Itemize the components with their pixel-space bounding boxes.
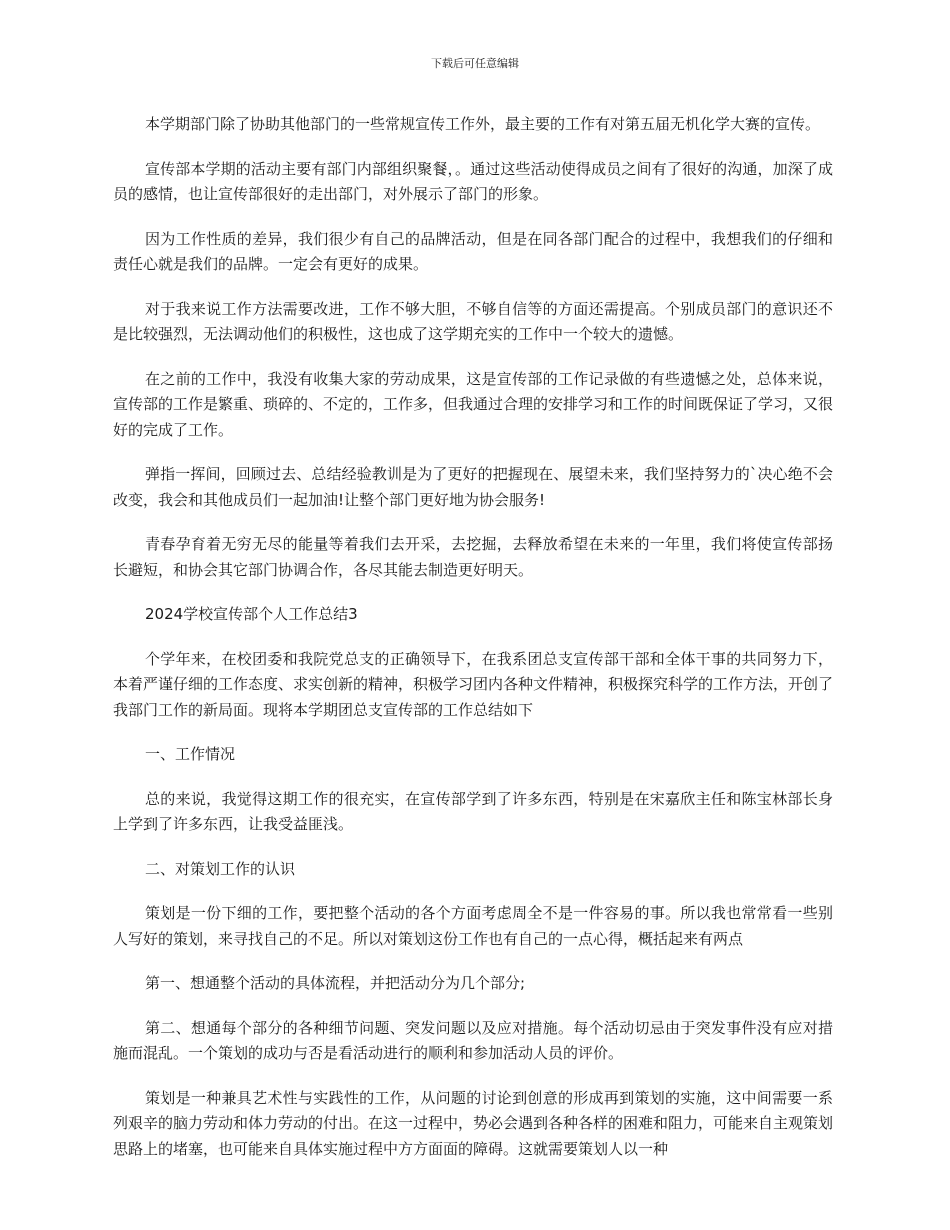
paragraph-8: 个学年来，在校团委和我院党总支的正确领导下，在我系团总支宣传部干部和全体干事的共同努力下，本着严谨仔细的工作态度、求实创新的精神，积极学习团内各种文件精神，积极探究科学的工作方法，开创了我部门工作的新局面。现将本学期团总支宣传部的工作总结如下 — [113, 649, 834, 719]
section-title: 2024学校宣传部个人工作总结3 — [145, 605, 358, 623]
subheading-planning: 二、对策划工作的认识 — [145, 859, 296, 878]
paragraph-10: 策划是一份下细的工作，要把整个活动的各个方面考虑周全不是一件容易的事。所以我也常常看一些别人写好的策划，来寻找自己的不足。所以对策划这份工作也有自己的一点心得，概括起来有两点 — [113, 904, 833, 948]
subheading-work-status: 一、工作情况 — [145, 745, 236, 763]
paragraph-3: 因为工作性质的差异，我们很少有自己的品牌活动，但是在同各部门配合的过程中，我想我们的仔细和责任心就是我们的品牌。一定会有更好的成果。 — [113, 229, 833, 273]
document-body — [113, 112, 833, 1181]
paragraph-13: 策划是一种兼具艺术性与实践性的工作，从问题的讨论到创意的形成再到策划的实施，这中间需要一系列艰辛的脑力劳动和体力劳动的付出。在这一过程中，势必会遇到各种各样的困难和阻力，可能来自主观策划思路上的堵塞，也可能来自具体实施过程中方方面面的障碍。这就需要策划人以一种 — [113, 1088, 834, 1158]
paragraph-4: 对于我来说工作方法需要改进，工作不够大胆，不够自信等的方面还需提高。个别成员部门的意识还不是比较强烈，无法调动他们的积极性，这也成了这学期充实的工作中一个较大的遗憾。 — [113, 299, 833, 343]
paragraph-6: 弹指一挥间，回顾过去、总结经验教训是为了更好的把握现在、展望未来，我们坚持努力的`决心绝不会改变，我会和其他成员们一起加油!让整个部门更好地为协会服务! — [113, 465, 833, 509]
paragraph-1: 本学期部门除了协助其他部门的一些常规宣传工作外，最主要的工作有对第五届无机化学大赛的宣传。 — [145, 115, 821, 133]
paragraph-11: 第一、想通整个活动的具体流程，并把活动分为几个部分; — [145, 974, 526, 992]
paragraph-2: 宣传部本学期的活动主要有部门内部组织聚餐，。通过这些活动使得成员之间有了很好的沟通，加深了成员的感情，也让宣传部很好的走出部门，对外展示了部门的形象。 — [113, 159, 833, 203]
page-header: 下载后可任意编辑 — [431, 57, 519, 70]
paragraph-9: 总的来说，我觉得这期工作的很充实，在宣传部学到了许多东西，特别是在宋嘉欣主任和陈宝林部长身上学到了许多东西，让我受益匪浅。 — [113, 789, 833, 833]
paragraph-5: 在之前的工作中，我没有收集大家的劳动成果，这是宣传部的工作记录做的有些遗憾之处，总体来说，宣传部的工作是繁重、琐碎的、不定的，工作多，但我通过合理的安排学习和工作的时间既保证了学习，又很好的完成了工作。 — [113, 369, 834, 439]
paragraph-12: 第二、想通每个部分的各种细节问题、突发问题以及应对措施。每个活动切忌由于突发事件没有应对措施而混乱。一个策划的成功与否是看活动进行的顺利和参加活动人员的评价。 — [113, 1018, 833, 1062]
paragraph-7: 青春孕育着无穷无尽的能量等着我们去开采，去挖掘，去释放希望在未来的一年里，我们将使宣传部扬长避短，和协会其它部门协调合作，各尽其能去制造更好明天。 — [113, 535, 833, 579]
